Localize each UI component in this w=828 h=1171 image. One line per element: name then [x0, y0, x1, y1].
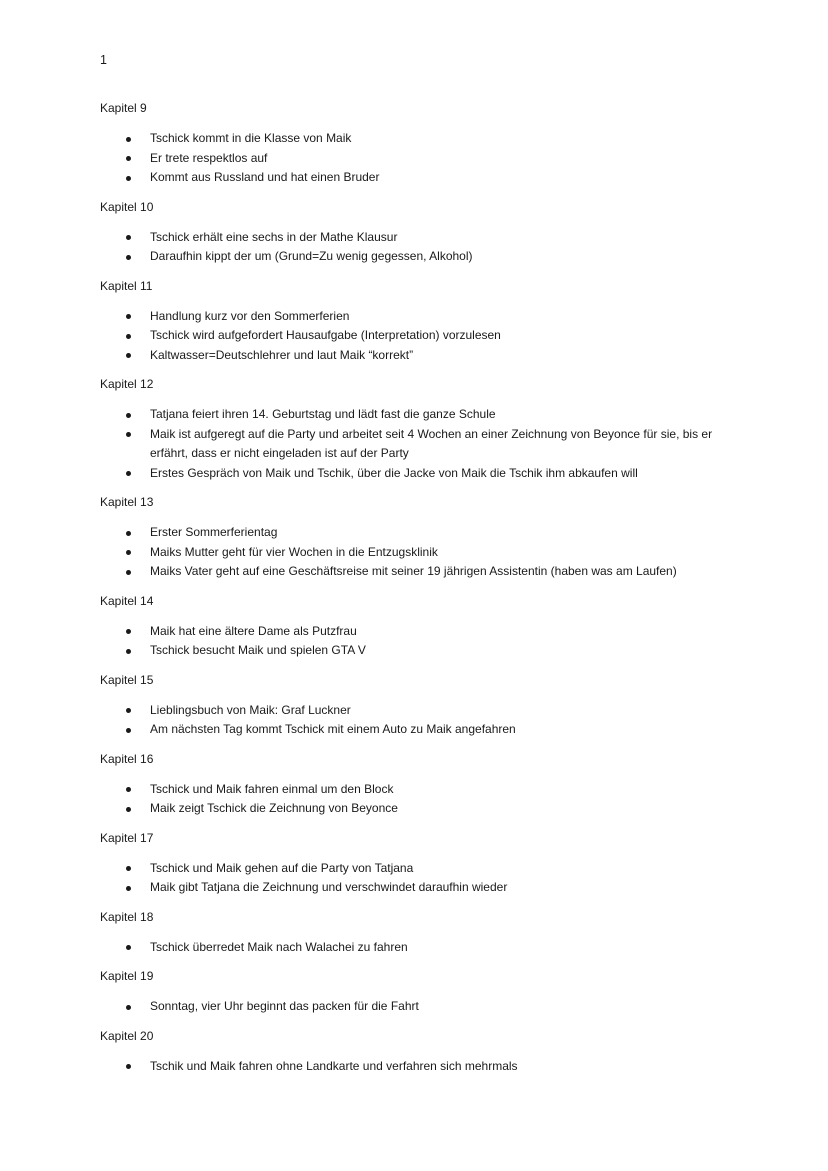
- list-item: [100, 168, 740, 188]
- list-item: [100, 228, 740, 248]
- list-item-text: Erstes Gespräch von Maik und Tschik, über die Jacke von Maik die Tschik ihm abkaufen will: [150, 465, 638, 480]
- chapter-title: Kapitel 16: [100, 751, 154, 766]
- list-item-text: Daraufhin kippt der um (Grund=Zu wenig gegessen, Alkohol): [150, 249, 473, 263]
- bullet-list: [100, 523, 740, 582]
- chapter-section: [100, 968, 740, 1017]
- list-item-text: Tschick kommt in die Klasse von Maik: [150, 131, 352, 145]
- chapter-section: [100, 100, 740, 188]
- bullet-list: [100, 938, 740, 958]
- bullet-list: [100, 780, 740, 819]
- list-item-text: Tschick und Maik gehen auf die Party von Tatjana: [150, 860, 414, 875]
- chapter-title: Kapitel 10: [100, 199, 154, 214]
- chapter-title: Kapitel 13: [100, 495, 154, 509]
- chapter-section: [100, 672, 740, 740]
- list-item: [100, 720, 740, 740]
- chapter-title: Kapitel 20: [100, 1028, 154, 1043]
- bullet-list: [100, 997, 740, 1017]
- chapter-title: Kapitel 14: [100, 593, 154, 608]
- list-item-text: Kaltwasser=Deutschlehrer und laut Maik “korrekt”: [150, 347, 414, 362]
- page-number: 1: [100, 53, 107, 67]
- list-item-text: Tschik und Maik fahren ohne Landkarte und verfahren sich mehrmals: [150, 1058, 518, 1073]
- chapter-title: Kapitel 12: [100, 377, 154, 391]
- bullet-list: [100, 701, 740, 740]
- list-item: [100, 464, 740, 484]
- list-item-text: Maik ist aufgeregt auf die Party und arbeitet seit 4 Wochen an einer Zeichnung von Beyonce für sie, bis er erfährt, dass er nicht eingeladen ist auf der Party: [150, 426, 713, 460]
- list-item: [100, 523, 740, 543]
- list-item-text: Maiks Vater geht auf eine Geschäftsreise mit seiner 19 jährigen Assistentin (haben was am Laufen): [150, 564, 677, 578]
- chapter-section: [100, 199, 740, 267]
- list-item: [100, 543, 740, 563]
- list-item: [100, 701, 740, 721]
- list-item-text: Am nächsten Tag kommt Tschick mit einem Auto zu Maik angefahren: [150, 722, 516, 736]
- chapter-section: [100, 1028, 740, 1077]
- list-item: [100, 641, 740, 661]
- list-item: [100, 799, 740, 819]
- list-item-text: Tschick erhält eine sechs in der Mathe Klausur: [150, 229, 398, 244]
- list-item-text: Lieblingsbuch von Maik: Graf Luckner: [150, 702, 351, 717]
- list-item-text: Tatjana feiert ihren 14. Geburtstag und lädt fast die ganze Schule: [150, 407, 496, 421]
- list-item-text: Maiks Mutter geht für vier Wochen in die Entzugsklinik: [150, 544, 438, 559]
- list-item: [100, 562, 740, 582]
- bullet-list: [100, 405, 740, 483]
- list-item: [100, 326, 740, 346]
- list-item-text: Sonntag, vier Uhr beginnt das packen für die Fahrt: [150, 999, 419, 1013]
- list-item: [100, 425, 740, 464]
- chapter-section: [100, 494, 740, 582]
- list-item: [100, 1057, 740, 1077]
- chapter-title: Kapitel 11: [100, 278, 153, 293]
- list-item-text: Tschick besucht Maik und spielen GTA V: [150, 643, 366, 657]
- list-item: [100, 307, 740, 327]
- list-item-text: Handlung kurz vor den Sommerferien: [150, 308, 350, 323]
- chapter-section: [100, 830, 740, 898]
- list-item: [100, 129, 740, 149]
- list-item: [100, 346, 740, 366]
- chapter-title: Kapitel 19: [100, 969, 154, 983]
- bullet-list: [100, 622, 740, 661]
- bullet-list: [100, 859, 740, 898]
- list-item: [100, 622, 740, 642]
- chapter-section: [100, 751, 740, 819]
- bullet-list: [100, 228, 740, 267]
- list-item-text: Tschick wird aufgefordert Hausaufgabe (Interpretation) vorzulesen: [150, 328, 501, 342]
- chapter-section: [100, 909, 740, 958]
- list-item-text: Er trete respektlos auf: [150, 150, 268, 165]
- list-item-text: Maik hat eine ältere Dame als Putzfrau: [150, 623, 357, 638]
- chapter-list: [100, 100, 740, 1087]
- chapter-section: [100, 278, 740, 366]
- chapter-title: Kapitel 17: [100, 830, 154, 845]
- list-item-text: Tschick überredet Maik nach Walachei zu fahren: [150, 939, 408, 954]
- list-item: [100, 405, 740, 425]
- chapter-title: Kapitel 18: [100, 909, 154, 924]
- list-item-text: Maik gibt Tatjana die Zeichnung und verschwindet daraufhin wieder: [150, 880, 508, 894]
- list-item: [100, 878, 740, 898]
- list-item-text: Maik zeigt Tschick die Zeichnung von Beyonce: [150, 801, 398, 815]
- chapter-section: [100, 593, 740, 661]
- list-item: [100, 938, 740, 958]
- chapter-title: Kapitel 9: [100, 101, 147, 115]
- bullet-list: [100, 307, 740, 366]
- list-item: [100, 247, 740, 267]
- list-item: [100, 859, 740, 879]
- list-item: [100, 997, 740, 1017]
- bullet-list: [100, 129, 740, 188]
- chapter-title: Kapitel 15: [100, 672, 154, 687]
- list-item: [100, 780, 740, 800]
- list-item-text: Kommt aus Russland und hat einen Bruder: [150, 170, 380, 184]
- list-item: [100, 149, 740, 169]
- chapter-section: [100, 376, 740, 483]
- list-item-text: Tschick und Maik fahren einmal um den Block: [150, 781, 394, 796]
- list-item-text: Erster Sommerferientag: [150, 525, 278, 539]
- bullet-list: [100, 1057, 740, 1077]
